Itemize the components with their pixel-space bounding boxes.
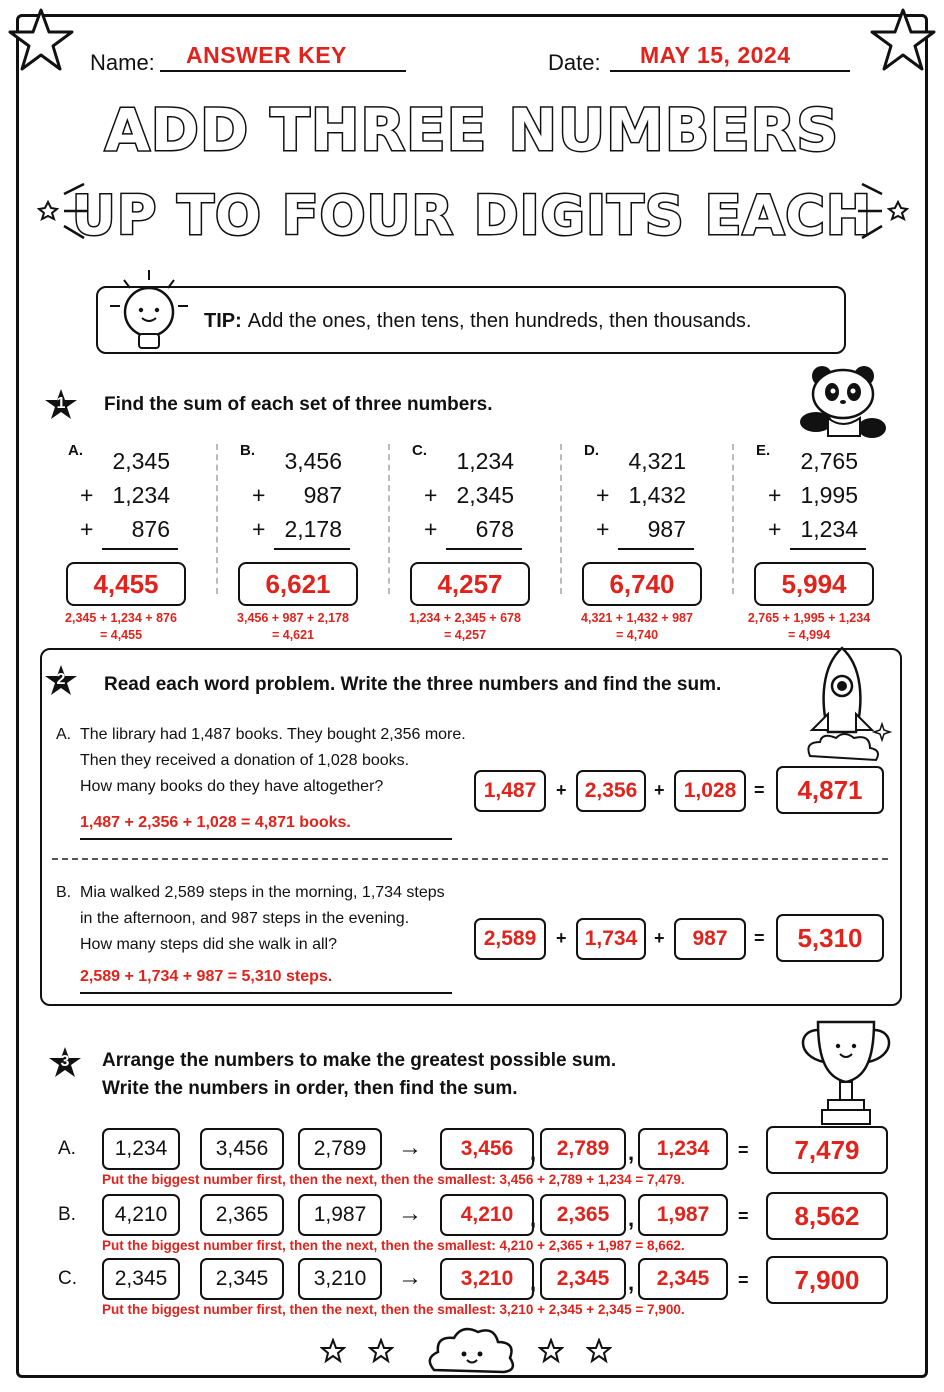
plus-sign: + [252, 516, 266, 542]
tip-label: TIP: [204, 310, 242, 332]
work-shown [738, 610, 880, 644]
sum-box[interactable]: 7,479 [766, 1126, 888, 1174]
addend: 3,456 [284, 448, 342, 474]
page-title: ADD THREE NUMBERS [104, 96, 840, 164]
column-divider [560, 444, 562, 594]
ordered-number[interactable]: 2,345 [638, 1258, 728, 1300]
row-letter: C. [58, 1268, 77, 1289]
addend: 2,765 [800, 448, 858, 474]
given-number: 2,365 [200, 1194, 284, 1236]
sum-rule [274, 548, 350, 550]
given-number: 3,210 [298, 1258, 382, 1300]
given-number: 3,456 [200, 1128, 284, 1170]
section-3-title-line2: Write the numbers in order, then find the sum. [102, 1078, 518, 1099]
equals-sign: = [738, 1206, 749, 1226]
comma: , [628, 1270, 635, 1295]
addend-box[interactable]: 1,487 [474, 770, 546, 812]
addend-box[interactable]: 1,734 [576, 918, 646, 960]
addend: 4,321 [628, 448, 686, 474]
ordered-number[interactable]: 4,210 [440, 1194, 534, 1236]
name-value: ANSWER KEY [186, 42, 347, 68]
given-number: 2,345 [102, 1258, 180, 1300]
name-underline [160, 70, 406, 72]
answer-box[interactable]: 6,621 [238, 562, 358, 606]
comma: , [530, 1140, 537, 1165]
sparkle-icon [852, 176, 912, 242]
given-number: 2,345 [200, 1258, 284, 1300]
work-shown [50, 610, 192, 644]
work-result: = 4,621 [271, 628, 315, 642]
hint-text: Put the biggest number first, then the next, then the smallest: 3,456 + 2,789 + 1,234 = 7,479. [102, 1172, 685, 1187]
addend: 1,995 [800, 482, 858, 508]
plus-sign: + [596, 482, 610, 508]
section-2-number: 2 [56, 671, 66, 688]
hint-text: Put the biggest number first, then the next, then the smallest: 4,210 + 2,365 + 1,987 = 8,662. [102, 1238, 685, 1253]
star-icon [586, 1338, 612, 1364]
panda-icon [796, 360, 894, 444]
work-expression: 4,321 + 1,432 + 987 [581, 611, 693, 625]
answer-box[interactable]: 6,740 [582, 562, 702, 606]
problem-letter: C. [412, 442, 427, 459]
star-icon [538, 1338, 564, 1364]
problem-letter: D. [584, 442, 599, 459]
given-number: 1,987 [298, 1194, 382, 1236]
plus-sign: + [424, 516, 438, 542]
work-expression: 2,345 + 1,234 + 876 [65, 611, 177, 625]
tip-text [204, 310, 752, 333]
addend: 1,234 [456, 448, 514, 474]
problem-text: Then they received a donation of 1,028 books. [80, 752, 410, 769]
comma: , [628, 1140, 635, 1165]
addend-box[interactable]: 2,589 [474, 918, 546, 960]
star-icon [368, 1338, 394, 1364]
arrow-icon: → [398, 1200, 422, 1227]
work-result: = 4,257 [443, 628, 487, 642]
given-number: 4,210 [102, 1194, 180, 1236]
arrow-icon: → [398, 1264, 422, 1291]
ordered-number[interactable]: 1,987 [638, 1194, 728, 1236]
plus-sign: + [424, 482, 438, 508]
equals-sign: = [754, 928, 765, 948]
sum-rule [446, 548, 522, 550]
work-shown [566, 610, 708, 644]
addend: 2,345 [456, 482, 514, 508]
work-expression: 3,456 + 987 + 2,178 [237, 611, 349, 625]
addend: 1,234 [112, 482, 170, 508]
work-result: = 4,740 [615, 628, 659, 642]
date-value: MAY 15, 2024 [640, 42, 791, 68]
work-shown [222, 610, 364, 644]
addend: 2,178 [284, 516, 342, 542]
plus-sign: + [80, 516, 94, 542]
ordered-number[interactable]: 3,456 [440, 1128, 534, 1170]
star-icon [4, 4, 78, 78]
addend-box[interactable]: 987 [674, 918, 746, 960]
plus-sign: + [768, 516, 782, 542]
problem-letter: A. [68, 442, 83, 459]
ordered-number[interactable]: 2,345 [540, 1258, 626, 1300]
date-label: Date: [548, 50, 601, 75]
comma: , [530, 1270, 537, 1295]
hint-text: Put the biggest number first, then the next, then the smallest: 3,210 + 2,345 + 2,345 = 7,900. [102, 1302, 685, 1317]
addition-problem [744, 440, 916, 650]
plus-sign: + [654, 780, 665, 800]
sum-box[interactable]: 8,562 [766, 1192, 888, 1240]
section-3-title-line1: Arrange the numbers to make the greatest possible sum. [102, 1050, 617, 1071]
addend: 987 [647, 516, 686, 542]
star-icon [320, 1338, 346, 1364]
plus-sign: + [556, 928, 567, 948]
arrow-icon: → [398, 1134, 422, 1161]
answer-sentence[interactable]: 2,589 + 1,734 + 987 = 5,310 steps. [80, 968, 452, 994]
ordered-number[interactable]: 2,789 [540, 1128, 626, 1170]
section-1-number: 1 [56, 395, 66, 412]
problem-letter: E. [756, 442, 771, 459]
plus-sign: + [80, 482, 94, 508]
given-number: 2,789 [298, 1128, 382, 1170]
comma: , [628, 1206, 635, 1231]
plus-sign: + [768, 482, 782, 508]
equals-sign: = [738, 1270, 749, 1290]
addend: 678 [475, 516, 514, 542]
addend: 987 [303, 482, 342, 508]
comma: , [530, 1206, 537, 1231]
star-icon [866, 4, 940, 78]
problem-text: The library had 1,487 books. They bought 2,356 more. [80, 726, 466, 743]
addend: 1,432 [628, 482, 686, 508]
problem-letter: A. [56, 726, 72, 743]
addition-problem [56, 440, 228, 650]
cloud-icon [424, 1322, 520, 1378]
sum-rule [790, 548, 866, 550]
sum-box[interactable]: 4,871 [776, 766, 884, 814]
ordered-number[interactable]: 1,234 [638, 1128, 728, 1170]
plus-sign: + [596, 516, 610, 542]
addition-problem [400, 440, 572, 650]
problem-letter: B. [56, 884, 72, 901]
answer-box[interactable]: 5,994 [754, 562, 874, 606]
problem-text: in the afternoon, and 987 steps in the evening. [80, 910, 410, 927]
ordered-number[interactable]: 3,210 [440, 1258, 534, 1300]
work-result: = 4,994 [787, 628, 831, 642]
column-divider [732, 444, 734, 594]
tip-box [96, 286, 846, 354]
row-letter: B. [58, 1204, 76, 1225]
row-letter: A. [58, 1138, 76, 1159]
equals-sign: = [738, 1140, 749, 1160]
work-shown [394, 610, 536, 644]
addend: 1,234 [800, 516, 858, 542]
work-expression: 1,234 + 2,345 + 678 [409, 611, 521, 625]
problem-letter: B. [240, 442, 255, 459]
sum-box[interactable]: 5,310 [776, 914, 884, 962]
lightbulb-icon [106, 268, 192, 358]
problem-separator [52, 858, 888, 860]
page-subtitle: UP TO FOUR DIGITS EACH [71, 184, 873, 247]
work-expression: 2,765 + 1,995 + 1,234 [747, 611, 871, 625]
section-3-number: 3 [60, 1053, 70, 1070]
addition-problem [572, 440, 744, 650]
problem-text: Mia walked 2,589 steps in the morning, 1,734 steps [80, 884, 445, 901]
plus-sign: + [252, 482, 266, 508]
sum-rule [618, 548, 694, 550]
work-result: = 4,455 [99, 628, 143, 642]
date-underline [610, 70, 850, 72]
answer-box[interactable]: 4,455 [66, 562, 186, 606]
column-divider [388, 444, 390, 594]
name-label: Name: [90, 50, 155, 75]
answer-box[interactable]: 4,257 [410, 562, 530, 606]
column-divider [216, 444, 218, 594]
sum-box[interactable]: 7,900 [766, 1256, 888, 1304]
tip-body: Add the ones, then tens, then hundreds, then thousands. [247, 310, 752, 332]
addend-box[interactable]: 2,356 [576, 770, 646, 812]
section-1-title: Find the sum of each set of three numbers. [104, 394, 493, 415]
plus-sign: + [654, 928, 665, 948]
equals-sign: = [754, 780, 765, 800]
trophy-icon [784, 1016, 908, 1128]
rocket-icon [790, 644, 894, 768]
addend: 2,345 [112, 448, 170, 474]
addend-box[interactable]: 1,028 [674, 770, 746, 812]
addend: 876 [131, 516, 170, 542]
answer-sentence[interactable]: 1,487 + 2,356 + 1,028 = 4,871 books. [80, 814, 452, 840]
problem-text: How many steps did she walk in all? [80, 936, 338, 953]
sum-rule [102, 548, 178, 550]
sparkle-icon [34, 176, 94, 242]
problem-text: How many books do they have altogether? [80, 778, 384, 795]
plus-sign: + [556, 780, 567, 800]
section-2-title: Read each word problem. Write the three numbers and find the sum. [104, 674, 722, 695]
ordered-number[interactable]: 2,365 [540, 1194, 626, 1236]
given-number: 1,234 [102, 1128, 180, 1170]
addition-problem [228, 440, 400, 650]
